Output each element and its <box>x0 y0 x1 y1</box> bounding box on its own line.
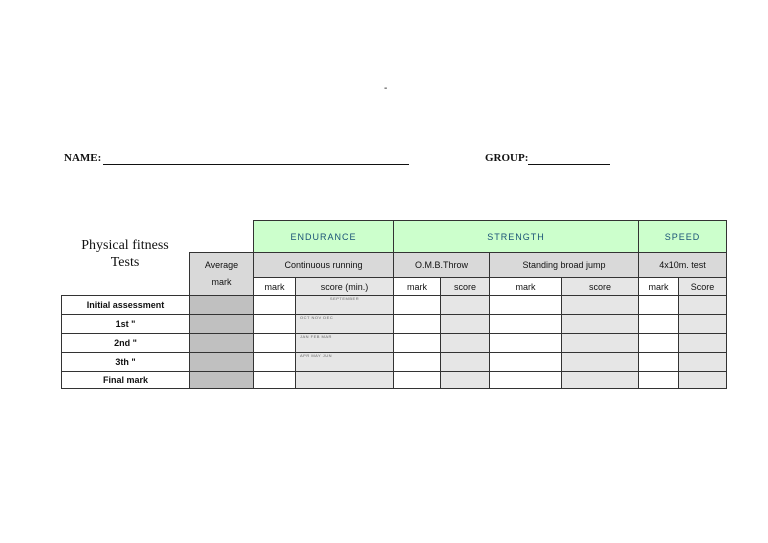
throw-mark-cell[interactable] <box>394 334 441 353</box>
sprint-score-cell[interactable] <box>679 334 727 353</box>
average-mark-header <box>190 253 254 296</box>
jump-score-cell[interactable] <box>562 334 639 353</box>
throw-score-header: score <box>441 278 490 296</box>
jump-mark-header: mark <box>490 278 562 296</box>
run-mark-cell[interactable] <box>254 372 296 389</box>
group-label: GROUP: <box>485 152 529 164</box>
average-line-2: mark <box>211 277 232 287</box>
jump-score-cell[interactable] <box>562 296 639 315</box>
run-score-cell[interactable] <box>296 372 394 389</box>
jump-score-cell[interactable] <box>562 353 639 372</box>
sprint-mark-cell[interactable] <box>639 353 679 372</box>
name-label: NAME: <box>64 152 102 164</box>
jump-mark-cell[interactable] <box>490 315 562 334</box>
average-cell[interactable] <box>190 334 254 353</box>
sprint-mark-cell[interactable] <box>639 372 679 389</box>
jump-score-cell[interactable] <box>562 372 639 389</box>
average-cell[interactable] <box>190 296 254 315</box>
run-mark-header: mark <box>254 278 296 296</box>
throw-score-cell[interactable] <box>441 334 490 353</box>
month-labels: SEPTEMBER <box>329 296 360 301</box>
average-cell[interactable] <box>190 372 254 389</box>
run-score-cell[interactable] <box>296 334 394 353</box>
sprint-mark-cell[interactable] <box>639 296 679 315</box>
run-score-cell[interactable] <box>296 353 394 372</box>
category-header-row <box>62 221 727 253</box>
throw-mark-cell[interactable] <box>394 315 441 334</box>
table-row <box>62 315 727 334</box>
throw-mark-header: mark <box>394 278 441 296</box>
title-line-1: Physical fitness <box>81 238 169 253</box>
subheader-row <box>62 278 727 296</box>
jump-mark-cell[interactable] <box>490 372 562 389</box>
month-labels: JAN FEB MAR <box>300 334 332 339</box>
jump-score-header: score <box>562 278 639 296</box>
throw-score-cell[interactable] <box>441 296 490 315</box>
title-spacer-3 <box>62 278 190 296</box>
sprint-score-header: Score <box>679 278 727 296</box>
throw-score-cell[interactable] <box>441 353 490 372</box>
fitness-table <box>61 220 727 389</box>
category-endurance: ENDURANCE <box>254 221 394 253</box>
table-row <box>62 372 727 389</box>
row-label: Final mark <box>62 372 190 389</box>
row-label: 3th " <box>62 353 190 372</box>
test-header-row <box>62 253 727 278</box>
category-strength: STRENGTH <box>394 221 639 253</box>
table-row <box>62 296 727 315</box>
jump-score-cell[interactable] <box>562 315 639 334</box>
average-line-1: Average <box>204 260 239 270</box>
category-speed: SPEED <box>639 221 727 253</box>
row-label: 2nd " <box>62 334 190 353</box>
title-spacer-2 <box>62 253 190 278</box>
run-mark-cell[interactable] <box>254 315 296 334</box>
row-label: Initial assessment <box>62 296 190 315</box>
name-field-line[interactable] <box>103 164 409 165</box>
top-dash: - <box>384 83 388 94</box>
throw-mark-cell[interactable] <box>394 372 441 389</box>
sprint-mark-cell[interactable] <box>639 334 679 353</box>
table-row <box>62 353 727 372</box>
sprint-score-cell[interactable] <box>679 372 727 389</box>
run-score-cell[interactable] <box>296 296 394 315</box>
sprint-score-cell[interactable] <box>679 353 727 372</box>
run-mark-cell[interactable] <box>254 296 296 315</box>
title-line-2: Tests <box>110 255 140 270</box>
throw-score-cell[interactable] <box>441 315 490 334</box>
row-label: 1st " <box>62 315 190 334</box>
run-mark-cell[interactable] <box>254 334 296 353</box>
run-score-header: score (min.) <box>296 278 394 296</box>
sprint-mark-header: mark <box>639 278 679 296</box>
average-cell[interactable] <box>190 353 254 372</box>
throw-mark-cell[interactable] <box>394 296 441 315</box>
throw-mark-cell[interactable] <box>394 353 441 372</box>
run-mark-cell[interactable] <box>254 353 296 372</box>
test-4x10m: 4x10m. test <box>639 253 727 278</box>
sprint-mark-cell[interactable] <box>639 315 679 334</box>
test-continuous-running: Continuous running <box>254 253 394 278</box>
test-omb-throw: O.M.B.Throw <box>394 253 490 278</box>
month-labels: OCT NOV DEC <box>300 315 334 320</box>
sprint-score-cell[interactable] <box>679 315 727 334</box>
jump-mark-cell[interactable] <box>490 334 562 353</box>
jump-mark-cell[interactable] <box>490 296 562 315</box>
month-labels: APR MAY JUN <box>300 353 333 358</box>
average-cell[interactable] <box>190 315 254 334</box>
table-row <box>62 334 727 353</box>
throw-score-cell[interactable] <box>441 372 490 389</box>
run-score-cell[interactable] <box>296 315 394 334</box>
group-field-line[interactable] <box>528 164 610 165</box>
title-spacer <box>62 221 254 253</box>
jump-mark-cell[interactable] <box>490 353 562 372</box>
sprint-score-cell[interactable] <box>679 296 727 315</box>
test-standing-broad-jump: Standing broad jump <box>490 253 639 278</box>
